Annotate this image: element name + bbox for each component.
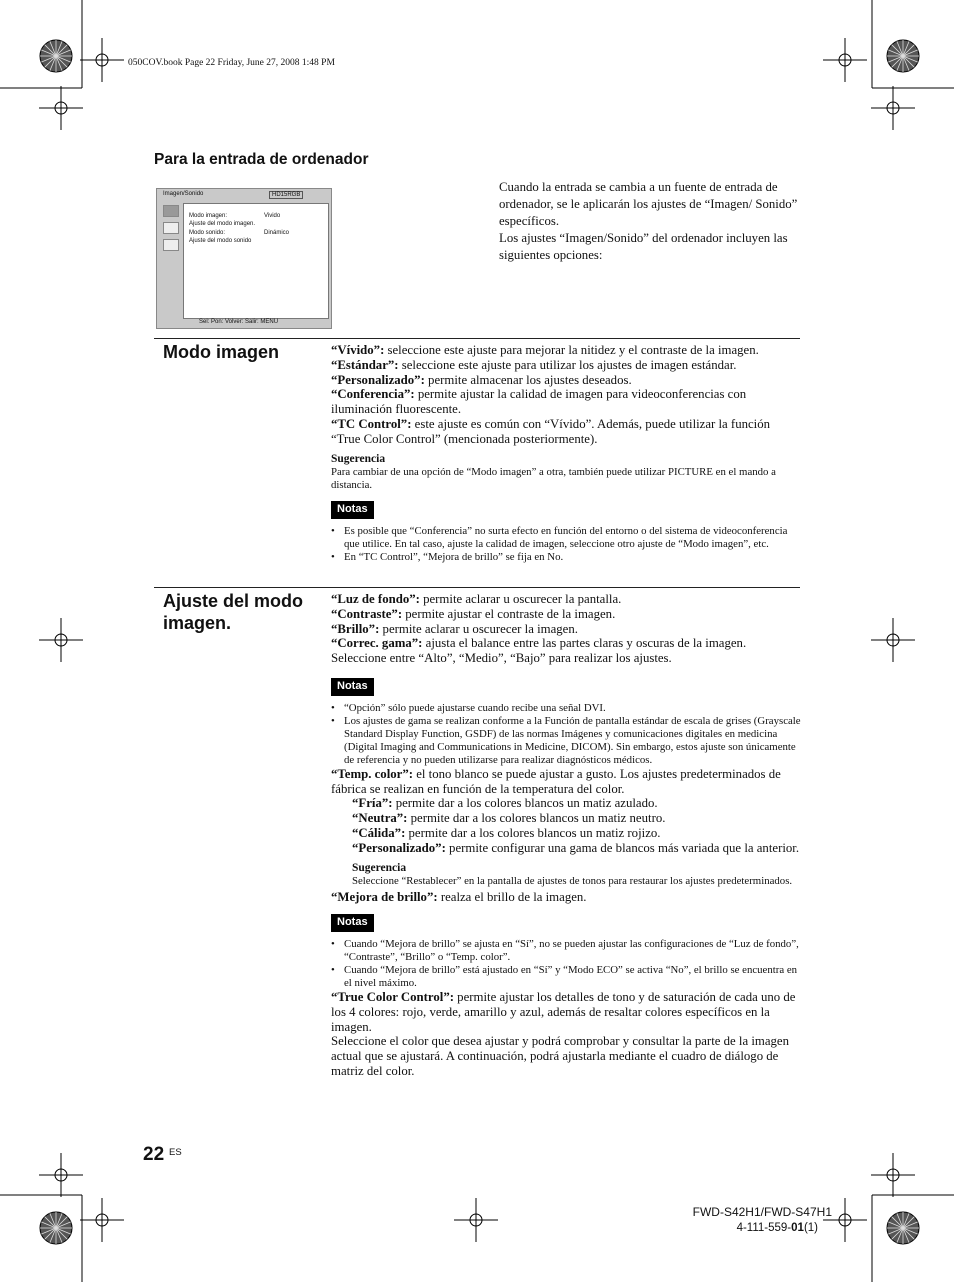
list-item: • Cuando “Mejora de brillo” está ajustado en “Sí” y “Modo ECO” se activa “No”, el brillo se encuentra en el nivel máximo. xyxy=(331,964,801,990)
code-bold: 01 xyxy=(791,1222,804,1234)
term: “Estándar”: xyxy=(331,357,399,372)
modo-imagen-heading: Modo imagen xyxy=(163,342,279,362)
term: “Fría”: xyxy=(352,796,393,811)
code-prefix: 4-111-559- xyxy=(736,1222,792,1234)
notas-badge: Notas xyxy=(331,501,374,519)
osd-row-label: Ajuste del modo sonido xyxy=(189,238,252,244)
osd-row-label: Modo imagen: xyxy=(189,213,228,219)
list-item: • En “TC Control”, “Mejora de brillo” se fija en No. xyxy=(331,551,801,564)
definition: realza el brillo de la imagen. xyxy=(437,890,587,905)
definition: permite almacenar los ajustes deseados. xyxy=(424,372,632,387)
definition: el tono blanco se puede ajustar a gusto. Los ajustes predeterminados de fábrica se realizan en función de la temperatura del color. xyxy=(331,766,781,796)
term: “Contraste”: xyxy=(331,606,403,621)
notas-badge: Notas xyxy=(331,914,374,932)
term: “Personalizado”: xyxy=(331,372,425,387)
list-icon xyxy=(163,239,179,251)
definition: permite aclarar u oscurecer la pantalla. xyxy=(419,592,622,606)
file-header: 050COV.book Page 22 Friday, June 27, 2008 1:48 PM xyxy=(128,58,335,68)
intro-text xyxy=(499,179,799,264)
notas-list xyxy=(331,938,801,990)
sugerencia-title: Sugerencia xyxy=(352,861,407,874)
osd-row-label: Ajuste del modo imagen. xyxy=(189,221,256,227)
section-title: Para la entrada de ordenador xyxy=(154,151,369,168)
intro-paragraph: Cuando la entrada se cambia a un fuente de entrada de ordenador, se le aplicarán los ajustes de “Imagen/ Sonido” específicos. xyxy=(499,180,798,228)
term: “Personalizado”: xyxy=(352,840,446,855)
list-item: • “Opción” sólo puede ajustarse cuando recibe una señal DVI. xyxy=(331,702,801,715)
term: “Luz de fondo”: xyxy=(331,592,420,606)
osd-row-value: Vivido xyxy=(264,213,281,219)
sugerencia-text: Para cambiar de una opción de “Modo imagen” a otra, también puede utilizar PICTURE en el mando a distancia. xyxy=(331,466,776,492)
term: “Cálida”: xyxy=(352,825,406,840)
document-code xyxy=(640,1222,818,1234)
notas-list xyxy=(331,525,801,564)
definition: seleccione este ajuste para utilizar los ajustes de imagen estándar. xyxy=(398,357,737,372)
sugerencia-text: Seleccione “Restablecer” en la pantalla de ajustes de tonos para restaurar los ajustes predeterminados. xyxy=(352,875,793,888)
definition: permite configurar una gama de blancos más variada que la anterior. xyxy=(445,840,800,855)
definition: seleccione este ajuste para mejorar la nitidez y el contraste de la imagen. xyxy=(384,343,759,357)
definition: permite dar a los colores blancos un matiz azulado. xyxy=(392,796,658,811)
ajuste-heading-line: Ajuste del modo xyxy=(163,591,304,611)
term: “TC Control”: xyxy=(331,416,412,431)
term: “Correc. gama”: xyxy=(331,636,423,651)
term: “Conferencia”: xyxy=(331,387,415,402)
picture-icon xyxy=(163,205,179,217)
ajuste-heading xyxy=(163,590,303,634)
ajuste-heading-line: imagen. xyxy=(163,613,232,633)
definition: permite dar a los colores blancos un matiz neutro. xyxy=(407,811,666,826)
definition: permite ajustar el contraste de la imagen. xyxy=(402,606,616,621)
list-item: • Los ajustes de gama se realizan conforme a la Función de pantalla estándar de escala de grises (Grayscale Standard Display Function, GSDF) de las normas Imágenes y comunicaciones digitales en medicina (Digital Imaging and Communications in Medicine, DICOM). Sin embargo, estos ajuste son únicamente de referencia y no pueden utilizarse para realizar diagnósticos médicos. xyxy=(331,715,801,767)
model-number: FWD-S42H1/FWD-S47H1 xyxy=(692,1205,832,1219)
paragraph: Seleccione el color que desea ajustar y podrá comprobar y consultar la parte de la imagen actual que se ajustará. A continuación, podrá ajustarla mediante el cuadro de diálogo de matriz del color. xyxy=(331,1034,790,1078)
definition: permite dar a los colores blancos un matiz rojizo. xyxy=(405,825,661,840)
modo-imagen-body xyxy=(331,343,801,564)
term: “True Color Control”: xyxy=(331,989,454,1004)
definition: permite ajustar la calidad de imagen para videoconferencias con iluminación fluorescente. xyxy=(331,387,747,417)
setup-icon xyxy=(163,222,179,234)
sugerencia-title: Sugerencia xyxy=(331,452,386,465)
notas-list xyxy=(331,702,801,767)
term: “Neutra”: xyxy=(352,811,408,826)
osd-menu-panel xyxy=(183,203,329,319)
section-divider xyxy=(154,338,800,339)
language-code: ES xyxy=(169,1147,182,1158)
definition: este ajuste es común con “Vívido”. Además, puede utilizar la función “True Color Control” (mencionada posteriormente). xyxy=(331,416,771,446)
definition: permite ajustar los detalles de tono y de saturación de cada uno de los 4 colores: rojo, verde, amarillo y azul, además de resaltar colores específicos en la imagen. xyxy=(331,989,796,1034)
osd-screen-image xyxy=(156,188,332,329)
intro-paragraph: Los ajustes “Imagen/Sonido” del ordenador incluyen las siguientes opciones: xyxy=(499,231,788,262)
definition: ajusta el balance entre las partes claras y oscuras de la imagen. Seleccione entre “Alto”, “Medio”, “Bajo” para realizar los ajustes. xyxy=(331,636,747,666)
osd-row-label: Modo sonido: xyxy=(189,230,226,236)
term: “Temp. color”: xyxy=(331,766,413,781)
osd-source: HD15RGB xyxy=(269,191,303,199)
section-divider xyxy=(154,587,800,588)
osd-row-value: Dinámico xyxy=(264,230,290,236)
term: “Mejora de brillo”: xyxy=(331,890,438,905)
notas-badge: Notas xyxy=(331,678,374,696)
osd-footer: Sel: Pon: Volver: Salir: MENU xyxy=(199,319,279,325)
term: “Vívido”: xyxy=(331,343,385,357)
list-item: • Es posible que “Conferencia” no surta efecto en función del entorno o del sistema de videoconferencia que utilice. En tal caso, ajuste la calidad de imagen, seleccione otro ajuste de “Modo imagen”, etc. xyxy=(331,525,801,551)
list-item: • Cuando “Mejora de brillo” se ajusta en “Sí”, no se pueden ajustar las configuraciones de “Luz de fondo”, “Contraste”, “Brillo” o “Temp. color”. xyxy=(331,938,801,964)
page-number: 22 xyxy=(143,1144,165,1165)
osd-title: Imagen/Sonido xyxy=(163,191,204,197)
ajuste-body xyxy=(331,592,801,1079)
code-suffix: (1) xyxy=(803,1222,818,1234)
definition: permite aclarar u oscurecer la imagen. xyxy=(379,621,578,636)
term: “Brillo”: xyxy=(331,621,380,636)
